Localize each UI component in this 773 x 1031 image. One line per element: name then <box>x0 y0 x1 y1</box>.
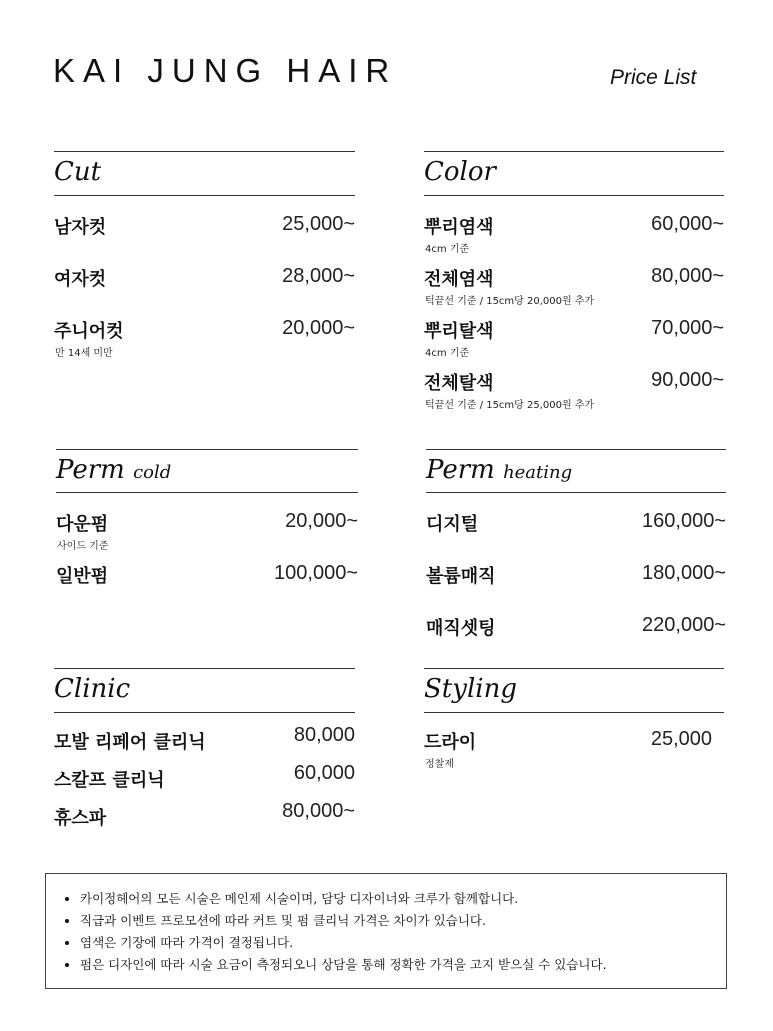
divider <box>424 668 724 669</box>
service-price: 60,000~ <box>651 213 724 235</box>
divider <box>56 449 358 450</box>
divider <box>426 449 726 450</box>
service-name: 휴스파 <box>54 808 107 829</box>
list-item <box>54 317 355 361</box>
list-item <box>426 614 726 658</box>
list-item <box>54 265 355 309</box>
list-item <box>56 510 358 554</box>
divider <box>424 712 724 713</box>
service-note: 사이드 기준 <box>57 541 109 552</box>
section-title <box>426 455 572 485</box>
divider <box>54 151 355 152</box>
service-name: 볼륨매직 <box>426 566 496 587</box>
notes-box <box>45 873 727 989</box>
note-item: • 펌은 디자인에 따라 시술 요금이 측정되오니 상담을 통해 정확한 가격을 고지 받으실 수 있습니다. <box>80 954 726 976</box>
service-name: 일반펌 <box>56 566 109 587</box>
service-price: 28,000~ <box>282 265 355 287</box>
service-name: 전체탈색 <box>424 373 494 394</box>
list-item <box>424 369 724 413</box>
section-title <box>56 455 171 485</box>
divider <box>426 492 726 493</box>
list-item <box>426 562 726 606</box>
service-name: 모발 리페어 클리닉 <box>54 732 206 753</box>
brand-logo: KAI JUNG HAIR <box>53 52 398 89</box>
list-item <box>424 213 724 257</box>
service-price: 60,000 <box>293 762 355 784</box>
list-item <box>424 317 724 361</box>
section-title: Cut <box>54 157 102 187</box>
list-item <box>54 800 355 848</box>
service-name: 주니어컷 <box>54 321 124 342</box>
list-item <box>424 728 712 772</box>
service-price: 25,000 <box>650 728 712 750</box>
section-title: Styling <box>424 674 517 704</box>
section-styling <box>424 668 724 788</box>
service-note: 턱끝선 기준 / 15cm당 25,000원 추가 <box>425 400 595 411</box>
service-name: 다운펌 <box>56 514 109 535</box>
divider <box>54 668 355 669</box>
note-item: • 카이정헤어의 모든 시술은 메인제 시술이며, 담당 디자이너와 크루가 함께합니다. <box>80 888 726 910</box>
section-color <box>424 151 724 421</box>
service-name: 드라이 <box>424 732 477 753</box>
service-price: 20,000~ <box>282 317 355 339</box>
service-note: 턱끝선 기준 / 15cm당 20,000원 추가 <box>425 296 595 307</box>
list-item <box>424 265 724 309</box>
notes-list <box>46 874 726 976</box>
service-price: 80,000 <box>293 724 355 746</box>
page-subtitle: Price List <box>610 66 697 89</box>
service-note: 정찰제 <box>425 759 454 770</box>
section-perm-heating <box>426 449 726 649</box>
section-title: Color <box>424 157 496 187</box>
service-note: 4cm 기준 <box>425 244 470 255</box>
service-name: 남자컷 <box>54 217 107 238</box>
list-item <box>426 510 726 554</box>
note-item: • 염색은 기장에 따라 가격이 결정됩니다. <box>80 932 726 954</box>
list-item <box>56 562 358 606</box>
service-price: 70,000~ <box>651 317 724 339</box>
service-price: 80,000~ <box>651 265 724 287</box>
divider <box>54 195 355 196</box>
divider <box>56 492 358 493</box>
section-cut <box>54 151 355 371</box>
service-price: 25,000~ <box>282 213 355 235</box>
service-price: 90,000~ <box>651 369 724 391</box>
section-clinic <box>54 668 355 838</box>
section-title: Clinic <box>54 674 131 704</box>
service-name: 뿌리염색 <box>424 217 494 238</box>
service-price: 80,000~ <box>282 800 355 822</box>
section-title-main: Perm <box>426 455 495 485</box>
service-note: 4cm 기준 <box>425 348 470 359</box>
divider <box>54 712 355 713</box>
service-name: 전체염색 <box>424 269 494 290</box>
service-price: 100,000~ <box>274 562 358 584</box>
service-name: 스칼프 클리닉 <box>54 770 165 791</box>
divider <box>424 151 724 152</box>
section-title-sub: heating <box>503 462 573 483</box>
service-note: 만 14세 미만 <box>55 348 113 359</box>
service-name: 디지털 <box>426 514 479 535</box>
list-item <box>54 213 355 257</box>
divider <box>424 195 724 196</box>
service-name: 뿌리탈색 <box>424 321 494 342</box>
section-title-main: Perm <box>56 455 125 485</box>
note-item: • 직급과 이벤트 프로모션에 따라 커트 및 펌 클리닉 가격은 차이가 있습니다. <box>80 910 726 932</box>
service-price: 220,000~ <box>642 614 726 636</box>
service-price: 20,000~ <box>285 510 358 532</box>
service-name: 매직셋팅 <box>426 618 496 639</box>
service-price: 180,000~ <box>642 562 726 584</box>
service-name: 여자컷 <box>54 269 107 290</box>
service-price: 160,000~ <box>642 510 726 532</box>
section-perm-cold <box>56 449 358 609</box>
section-title-sub: cold <box>133 462 172 483</box>
